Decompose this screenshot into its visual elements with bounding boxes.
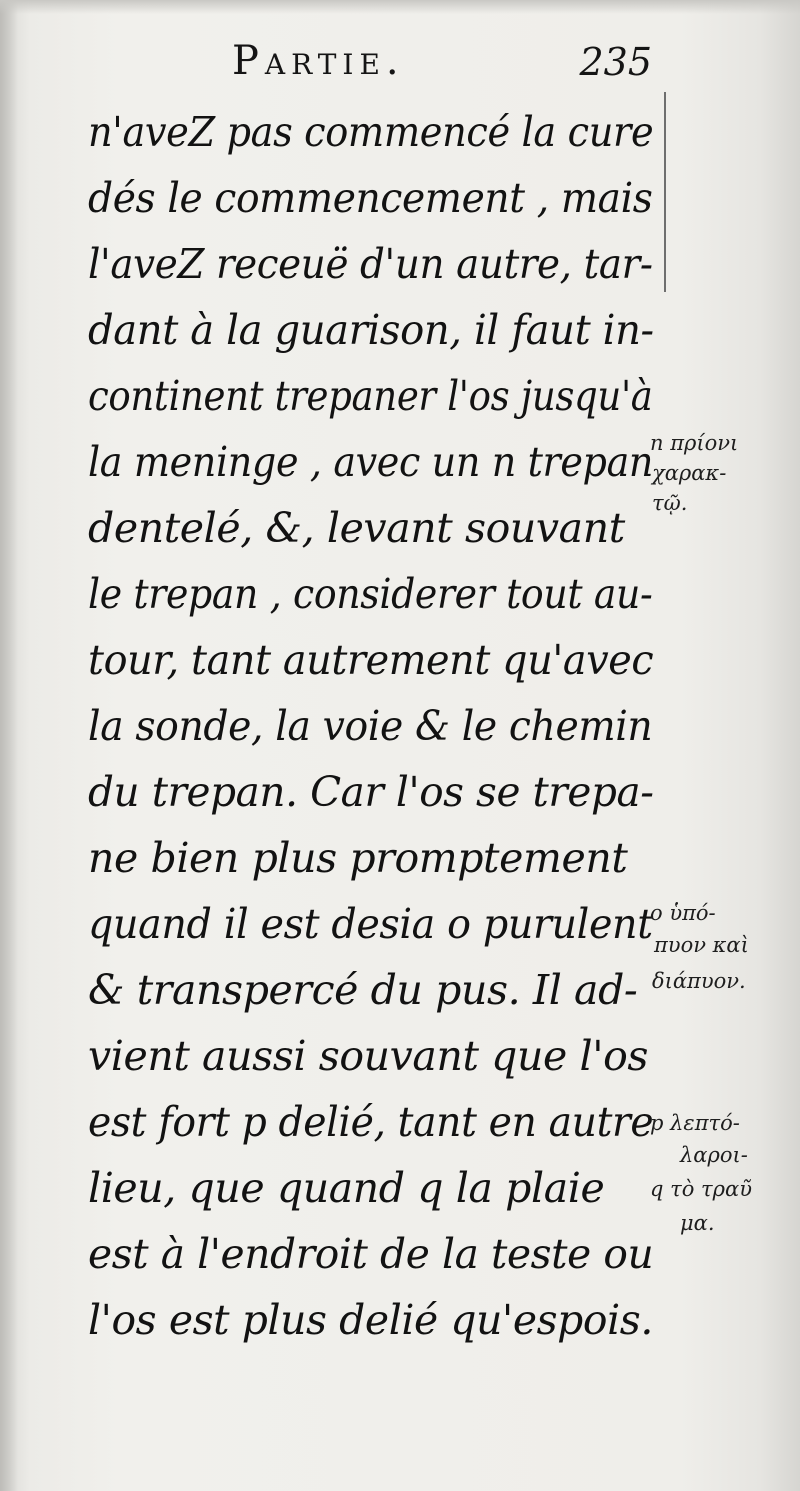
margin-note-line: o ὑπό- — [650, 901, 716, 925]
page-top-shadow — [0, 0, 800, 14]
text-line: ne bien plus promptement — [88, 834, 628, 882]
text-line: la sonde, la voie & le chemin — [88, 702, 653, 750]
margin-note-line: p λεπτό- — [650, 1111, 740, 1135]
text-line: quand il est desia o purulent — [88, 900, 653, 948]
margin-note-line: χαρακ- — [652, 461, 727, 485]
text-line: l'aveZ receuë d'un autre, tar- — [88, 240, 653, 288]
text-line: est fort p delié, tant en autre — [88, 1098, 654, 1146]
text-line: dentelé, &, levant souvant — [88, 504, 625, 552]
margin-note-line: μα. — [680, 1211, 715, 1235]
text-line: tour, tant autrement qu'avec — [88, 636, 654, 684]
margin-note-line: λαροι- — [680, 1143, 748, 1167]
text-line: continent trepaner l'os jusqu'à — [88, 372, 653, 420]
running-title: Partie. — [232, 38, 405, 84]
text-line: du trepan. Car l'os se trepa- — [88, 768, 654, 816]
text-line: dant à la guarison, il faut in- — [88, 306, 654, 354]
margin-note-line: διάπυον. — [652, 969, 746, 993]
margin-note-line: τῷ. — [652, 491, 688, 515]
page-number: 235 — [579, 40, 652, 84]
text-line: dés le commencement , mais — [88, 174, 653, 222]
text-line: la meninge , avec un n trepan — [88, 438, 654, 486]
text-line: l'os est plus delié qu'espois. — [88, 1296, 653, 1344]
text-line: lieu, que quand q la plaie — [88, 1164, 605, 1212]
margin-rule — [664, 92, 666, 292]
text-line: le trepan , considerer tout au- — [88, 570, 653, 618]
page-left-shadow — [0, 0, 18, 1491]
text-line: vient aussi souvant que l'os — [88, 1032, 649, 1080]
margin-note-line: q τὸ τραῦ — [650, 1177, 752, 1201]
text-line: & transpercé du pus. Il ad- — [88, 966, 638, 1014]
margin-notes — [650, 420, 790, 1320]
margin-note-line: n πρίονι — [650, 431, 739, 455]
margin-note-line: πυον καὶ — [654, 933, 749, 957]
text-line: n'aveZ pas commencé la cure — [88, 108, 654, 156]
page-header — [90, 30, 660, 100]
text-line: est à l'endroit de la teste ou — [88, 1230, 654, 1278]
